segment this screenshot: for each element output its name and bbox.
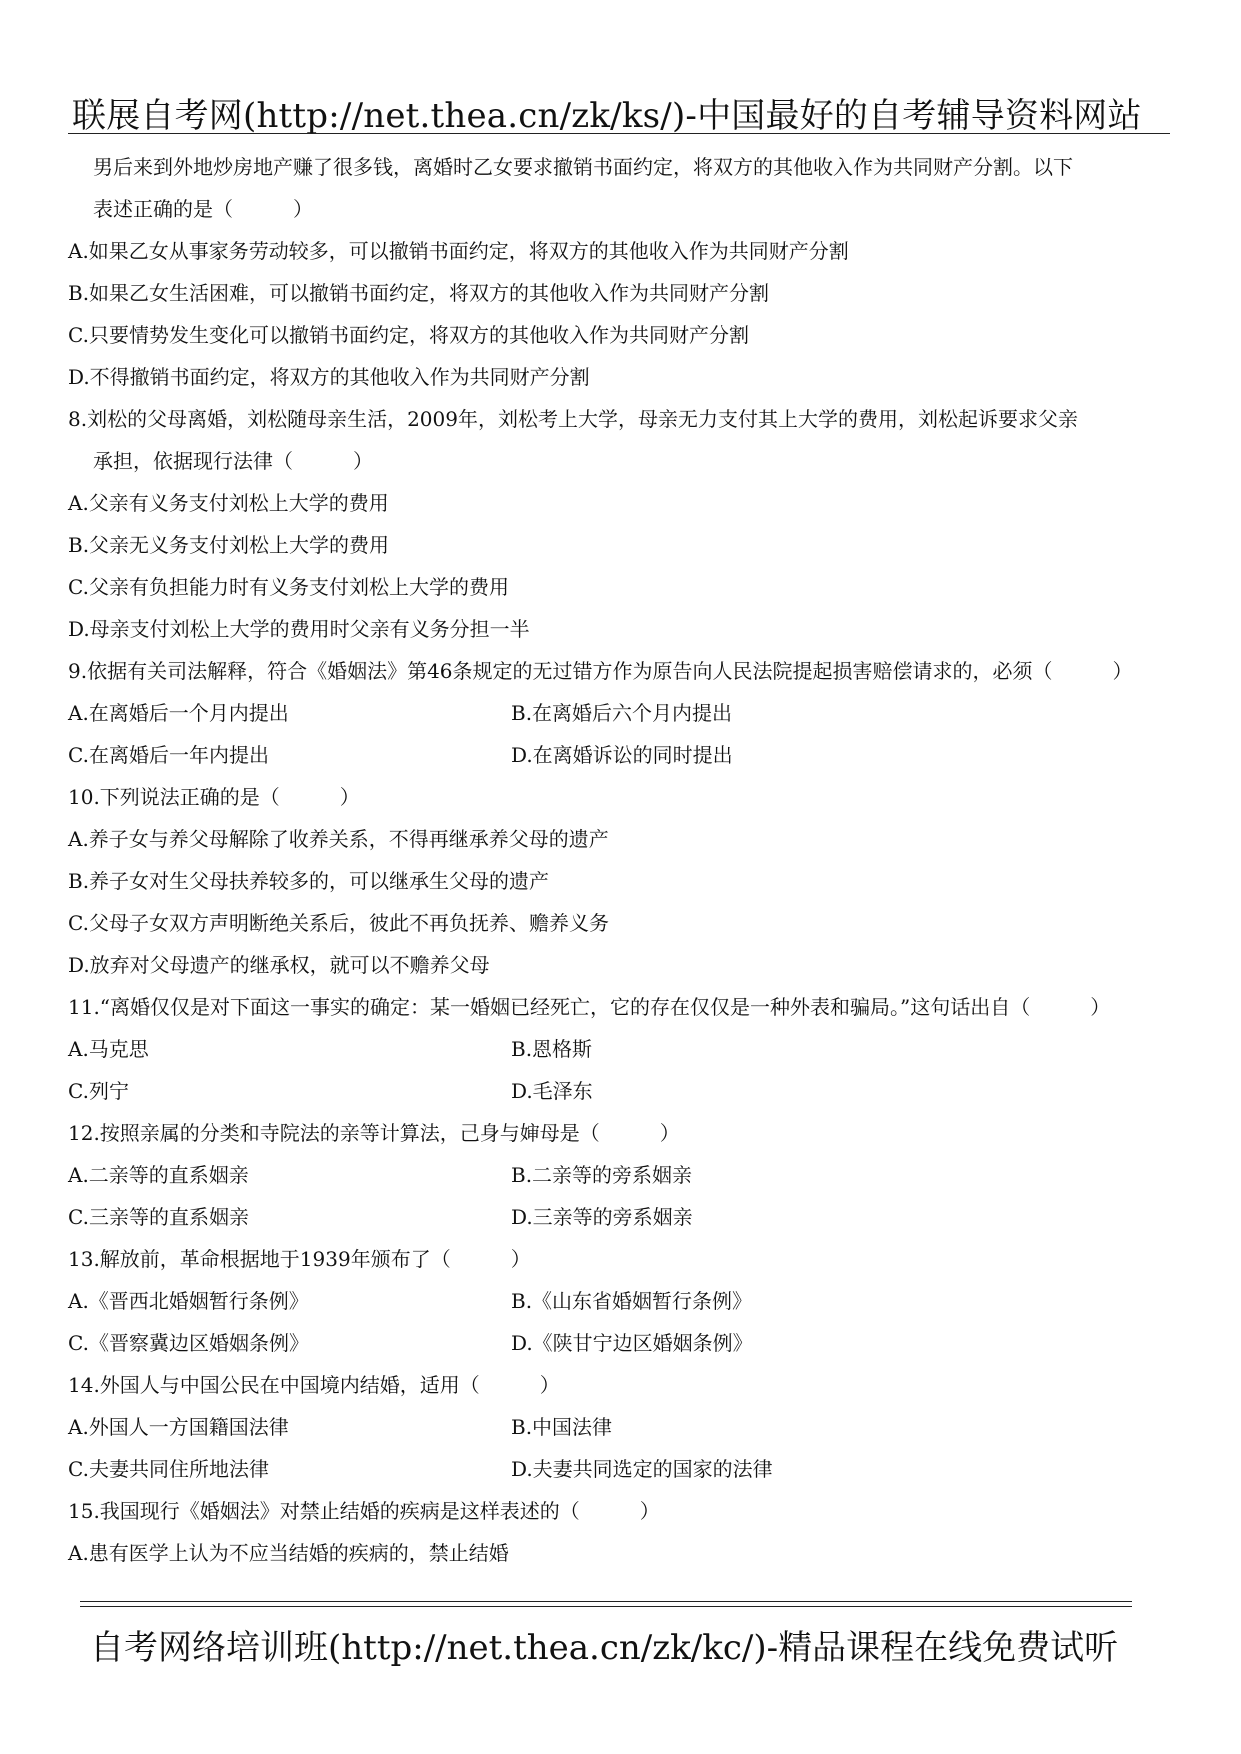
answer-option: B.如果乙女生活困难，可以撤销书面约定，将双方的其他收入作为共同财产分割: [68, 281, 770, 305]
answer-option: C.夫妻共同住所地法律: [68, 1457, 269, 1481]
answer-option: C.三亲等的直系姻亲: [68, 1205, 249, 1229]
question-text: 10.下列说法正确的是（ ）: [68, 785, 360, 809]
answer-option-row: [68, 1070, 1200, 1112]
question-text: 11.“离婚仅仅是对下面这一事实的确定：某一婚姻已经死亡，它的存在仅仅是一种外表和骗局。”这句话出自（ ）: [68, 995, 1111, 1019]
answer-option: B.《山东省婚姻暂行条例》: [511, 1289, 753, 1313]
answer-option: A.二亲等的直系姻亲: [68, 1163, 249, 1187]
answer-option-row: [68, 1028, 1200, 1070]
answer-option: A.《晋西北婚姻暂行条例》: [68, 1289, 309, 1313]
header-divider: [68, 133, 1170, 134]
answer-option-row: [68, 734, 1200, 776]
answer-option-row: [68, 1322, 1200, 1364]
answer-option: D.母亲支付刘松上大学的费用时父亲有义务分担一半: [68, 617, 530, 641]
answer-option-row: [68, 1448, 1200, 1490]
answer-option: D.毛泽东: [511, 1079, 593, 1103]
answer-option: C.列宁: [68, 1079, 129, 1103]
answer-option: B.在离婚后六个月内提出: [511, 701, 733, 725]
answer-option: C.《晋察冀边区婚姻条例》: [68, 1331, 309, 1355]
answer-option: B.养子女对生父母扶养较多的，可以继承生父母的遗产: [68, 869, 550, 893]
answer-option: C.只要情势发生变化可以撤销书面约定，将双方的其他收入作为共同财产分割: [68, 323, 749, 347]
answer-option: A.患有医学上认为不应当结婚的疾病的，禁止结婚: [68, 1541, 509, 1565]
answer-option-row: [68, 1154, 1200, 1196]
answer-option: D.不得撤销书面约定，将双方的其他收入作为共同财产分割: [68, 365, 590, 389]
footer-divider: [80, 1601, 1132, 1607]
question-text: 13.解放前，革命根据地于1939年颁布了（ ）: [68, 1247, 531, 1271]
answer-option: A.如果乙女从事家务劳动较多，可以撤销书面约定，将双方的其他收入作为共同财产分割: [68, 239, 849, 263]
answer-option: A.在离婚后一个月内提出: [68, 701, 289, 725]
answer-option: B.中国法律: [511, 1415, 613, 1439]
answer-option: D.放弃对父母遗产的继承权，就可以不赡养父母: [68, 953, 490, 977]
answer-option-row: [68, 1406, 1200, 1448]
answer-option: A.养子女与养父母解除了收养关系，不得再继承养父母的遗产: [68, 827, 609, 851]
answer-option: D.在离婚诉讼的同时提出: [511, 743, 733, 767]
answer-option: B.二亲等的旁系姻亲: [511, 1163, 693, 1187]
question-text: 9.依据有关司法解释，符合《婚姻法》第46条规定的无过错方作为原告向人民法院提起损害赔偿请求的，必须（ ）: [68, 659, 1133, 683]
answer-option: A.外国人一方国籍国法律: [68, 1415, 289, 1439]
question-text: 8.刘松的父母离婚，刘松随母亲生活，2009年，刘松考上大学，母亲无力支付其上大学的费用，刘松起诉要求父亲: [68, 407, 1078, 431]
answer-option-row: [68, 1280, 1200, 1322]
answer-option: A.马克思: [68, 1037, 149, 1061]
question-text: 12.按照亲属的分类和寺院法的亲等计算法，己身与婶母是（ ）: [68, 1121, 680, 1145]
question-text: 15.我国现行《婚姻法》对禁止结婚的疾病是这样表述的（ ）: [68, 1499, 660, 1523]
question-text: 14.外国人与中国公民在中国境内结婚，适用（ ）: [68, 1373, 560, 1397]
answer-option: D.夫妻共同选定的国家的法律: [511, 1457, 773, 1481]
answer-option: B.恩格斯: [511, 1037, 593, 1061]
answer-option: C.在离婚后一年内提出: [68, 743, 269, 767]
answer-option-row: [68, 692, 1200, 734]
page-header: 联展自考网(http://net.thea.cn/zk/ks/)-中国最好的自考辅导资料网站: [72, 96, 1142, 136]
answer-option: B.父亲无义务支付刘松上大学的费用: [68, 533, 390, 557]
question-text: 表述正确的是（ ）: [93, 197, 313, 221]
answer-option: A.父亲有义务支付刘松上大学的费用: [68, 491, 389, 515]
question-text: 男后来到外地炒房地产赚了很多钱，离婚时乙女要求撤销书面约定，将双方的其他收入作为共同财产分割。以下: [93, 155, 1073, 179]
answer-option: C.父亲有负担能力时有义务支付刘松上大学的费用: [68, 575, 509, 599]
question-text: 承担，依据现行法律（ ）: [93, 449, 373, 473]
answer-option: D.三亲等的旁系姻亲: [511, 1205, 693, 1229]
answer-option: C.父母子女双方声明断绝关系后，彼此不再负抚养、赡养义务: [68, 911, 609, 935]
exam-questions: [68, 146, 1200, 1574]
answer-option-row: [68, 1196, 1200, 1238]
page-footer: 自考网络培训班(http://net.thea.cn/zk/kc/)-精品课程在线免费试听: [90, 1628, 1119, 1668]
answer-option: D.《陕甘宁边区婚姻条例》: [511, 1331, 753, 1355]
